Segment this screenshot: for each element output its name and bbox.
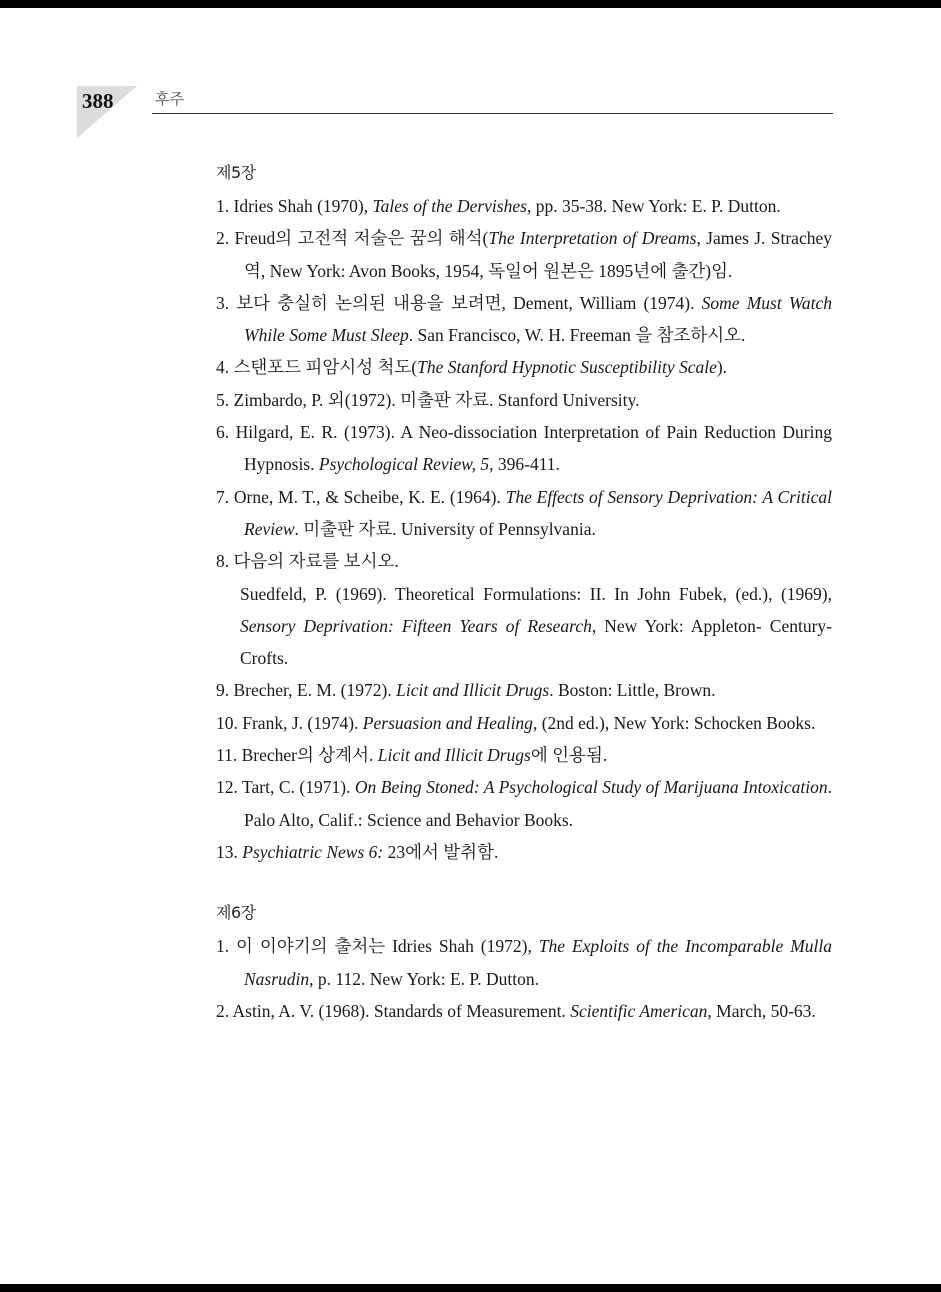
note-text: . San Francisco, W. H. Freeman 을 참조하시오. [408,325,746,346]
note-text: 5. Zimbardo, P. 외(1972). 미출판 자료. Stanford University. [216,389,640,410]
note-text: 8. 다음의 자료를 보시오. [216,551,399,572]
note-text: 11. Brecher의 상계서. [216,745,378,766]
note-text: 1. 이 이야기의 출처는 Idries Shah (1972), [216,936,539,957]
note-text: Suedfeld, P. (1969). Theoretical Formulations: II. In John Fubek, (ed.), (1969), [240,583,832,604]
note-text: , p. 112. New York: E. P. Dutton. [309,968,539,989]
note-text: 9. Brecher, E. M. (1972). [216,680,397,701]
notes-list [216,190,832,868]
endnote-item [216,995,832,1027]
note-text: , 396-411. [489,454,560,475]
endnote-item [216,771,832,836]
endnote-item [216,190,832,222]
italic-title: The Stanford Hypnotic Susceptibility Scale [417,357,717,378]
note-text: , March, 50-63. [707,1000,816,1021]
endnote-item [216,707,832,739]
endnote-item [216,836,832,868]
note-text: 23에서 발취함. [383,841,499,862]
page-number: 388 [82,89,114,113]
running-head: 후주 [155,90,184,108]
bottom-border [0,1284,941,1292]
italic-title: Tales of the Dervishes [372,196,527,216]
note-text: . 미출판 자료. University of Pennsylvania. [294,518,596,539]
italic-title: On Being Stoned: A Psychological Study of Marijuana Intoxication [354,777,828,798]
italic-title: Sensory Deprivation: Fifteen Years of Research [240,615,592,636]
top-border [0,0,941,8]
endnote-item [216,287,832,352]
italic-title: Some Must Watch While Some Must Sleep [244,292,832,346]
note-text: 1. Idries Shah (1970), [216,196,373,216]
endnote-item [216,930,832,995]
chapter-6-section [216,900,832,1027]
italic-title: Licit and Illicit Drugs [396,680,550,701]
notes-list [216,930,832,1027]
chapter-5-section [216,160,832,868]
note-text: , (2nd ed.), New York: Schocken Books. [532,712,816,733]
endnote-item [216,384,832,416]
note-text: , New York: Appleton- Century-Crofts. [240,615,832,669]
endnote-item [216,416,832,481]
note-text: 2. Astin, A. V. (1968). Standards of Measurement. [216,1000,571,1021]
italic-title: Psychological Review, 5 [318,454,490,475]
endnote-item [216,545,832,674]
note-text: , James J. Strachey 역, New York: Avon Books, 1954, 독일어 원본은 1895년에 출간)임. [244,228,832,281]
note-text: 에 인용됨. [530,745,608,766]
note-text: 4. 스탠포드 피암시성 척도( [216,357,418,378]
note-text: , pp. 35-38. New York: E. P. Dutton. [526,196,781,216]
italic-title: Psychiatric News 6: [242,841,384,862]
italic-title: The Effects of Sensory Deprivation: A Critical Review [244,486,832,539]
endnote-item [216,222,832,287]
endnotes-body [216,160,832,1027]
note-text: . Boston: Little, Brown. [549,680,716,701]
italic-title: Scientific American [570,1000,708,1021]
chapter-heading: 제6장 [216,903,256,923]
note-text: 6. Hilgard, E. R. (1973). A Neo-dissociation Interpretation of Pain Reduction During Hypnosis. [216,422,832,475]
header-rule [152,113,833,114]
endnote-item [216,351,832,383]
italic-title: The Interpretation of Dreams [488,228,697,249]
note-text: . Palo Alto, Calif.: Science and Behavior Books. [244,777,832,830]
note-text: 3. 보다 충실히 논의된 내용을 보려면, Dement, William (1974). [216,292,702,313]
endnote-item [216,481,832,546]
endnote-item [216,739,832,771]
italic-title: The Exploits of the Incomparable Mulla Nasrudin [244,936,832,989]
note-text: 10. Frank, J. (1974). [216,712,363,733]
note-text: 13. [216,841,243,862]
italic-title: Persuasion and Healing [362,712,533,733]
note-text: 2. Freud의 고전적 저술은 꿈의 해석( [216,228,489,249]
note-text: 12. Tart, C. (1971). [216,777,355,798]
chapter-heading: 제5장 [216,163,256,182]
endnote-item [216,674,832,706]
note-text: ). [716,357,728,378]
endnote-subentry [240,578,832,675]
note-text: 7. Orne, M. T., & Scheibe, K. E. (1964). [216,486,506,507]
italic-title: Licit and Illicit Drugs [377,745,531,766]
